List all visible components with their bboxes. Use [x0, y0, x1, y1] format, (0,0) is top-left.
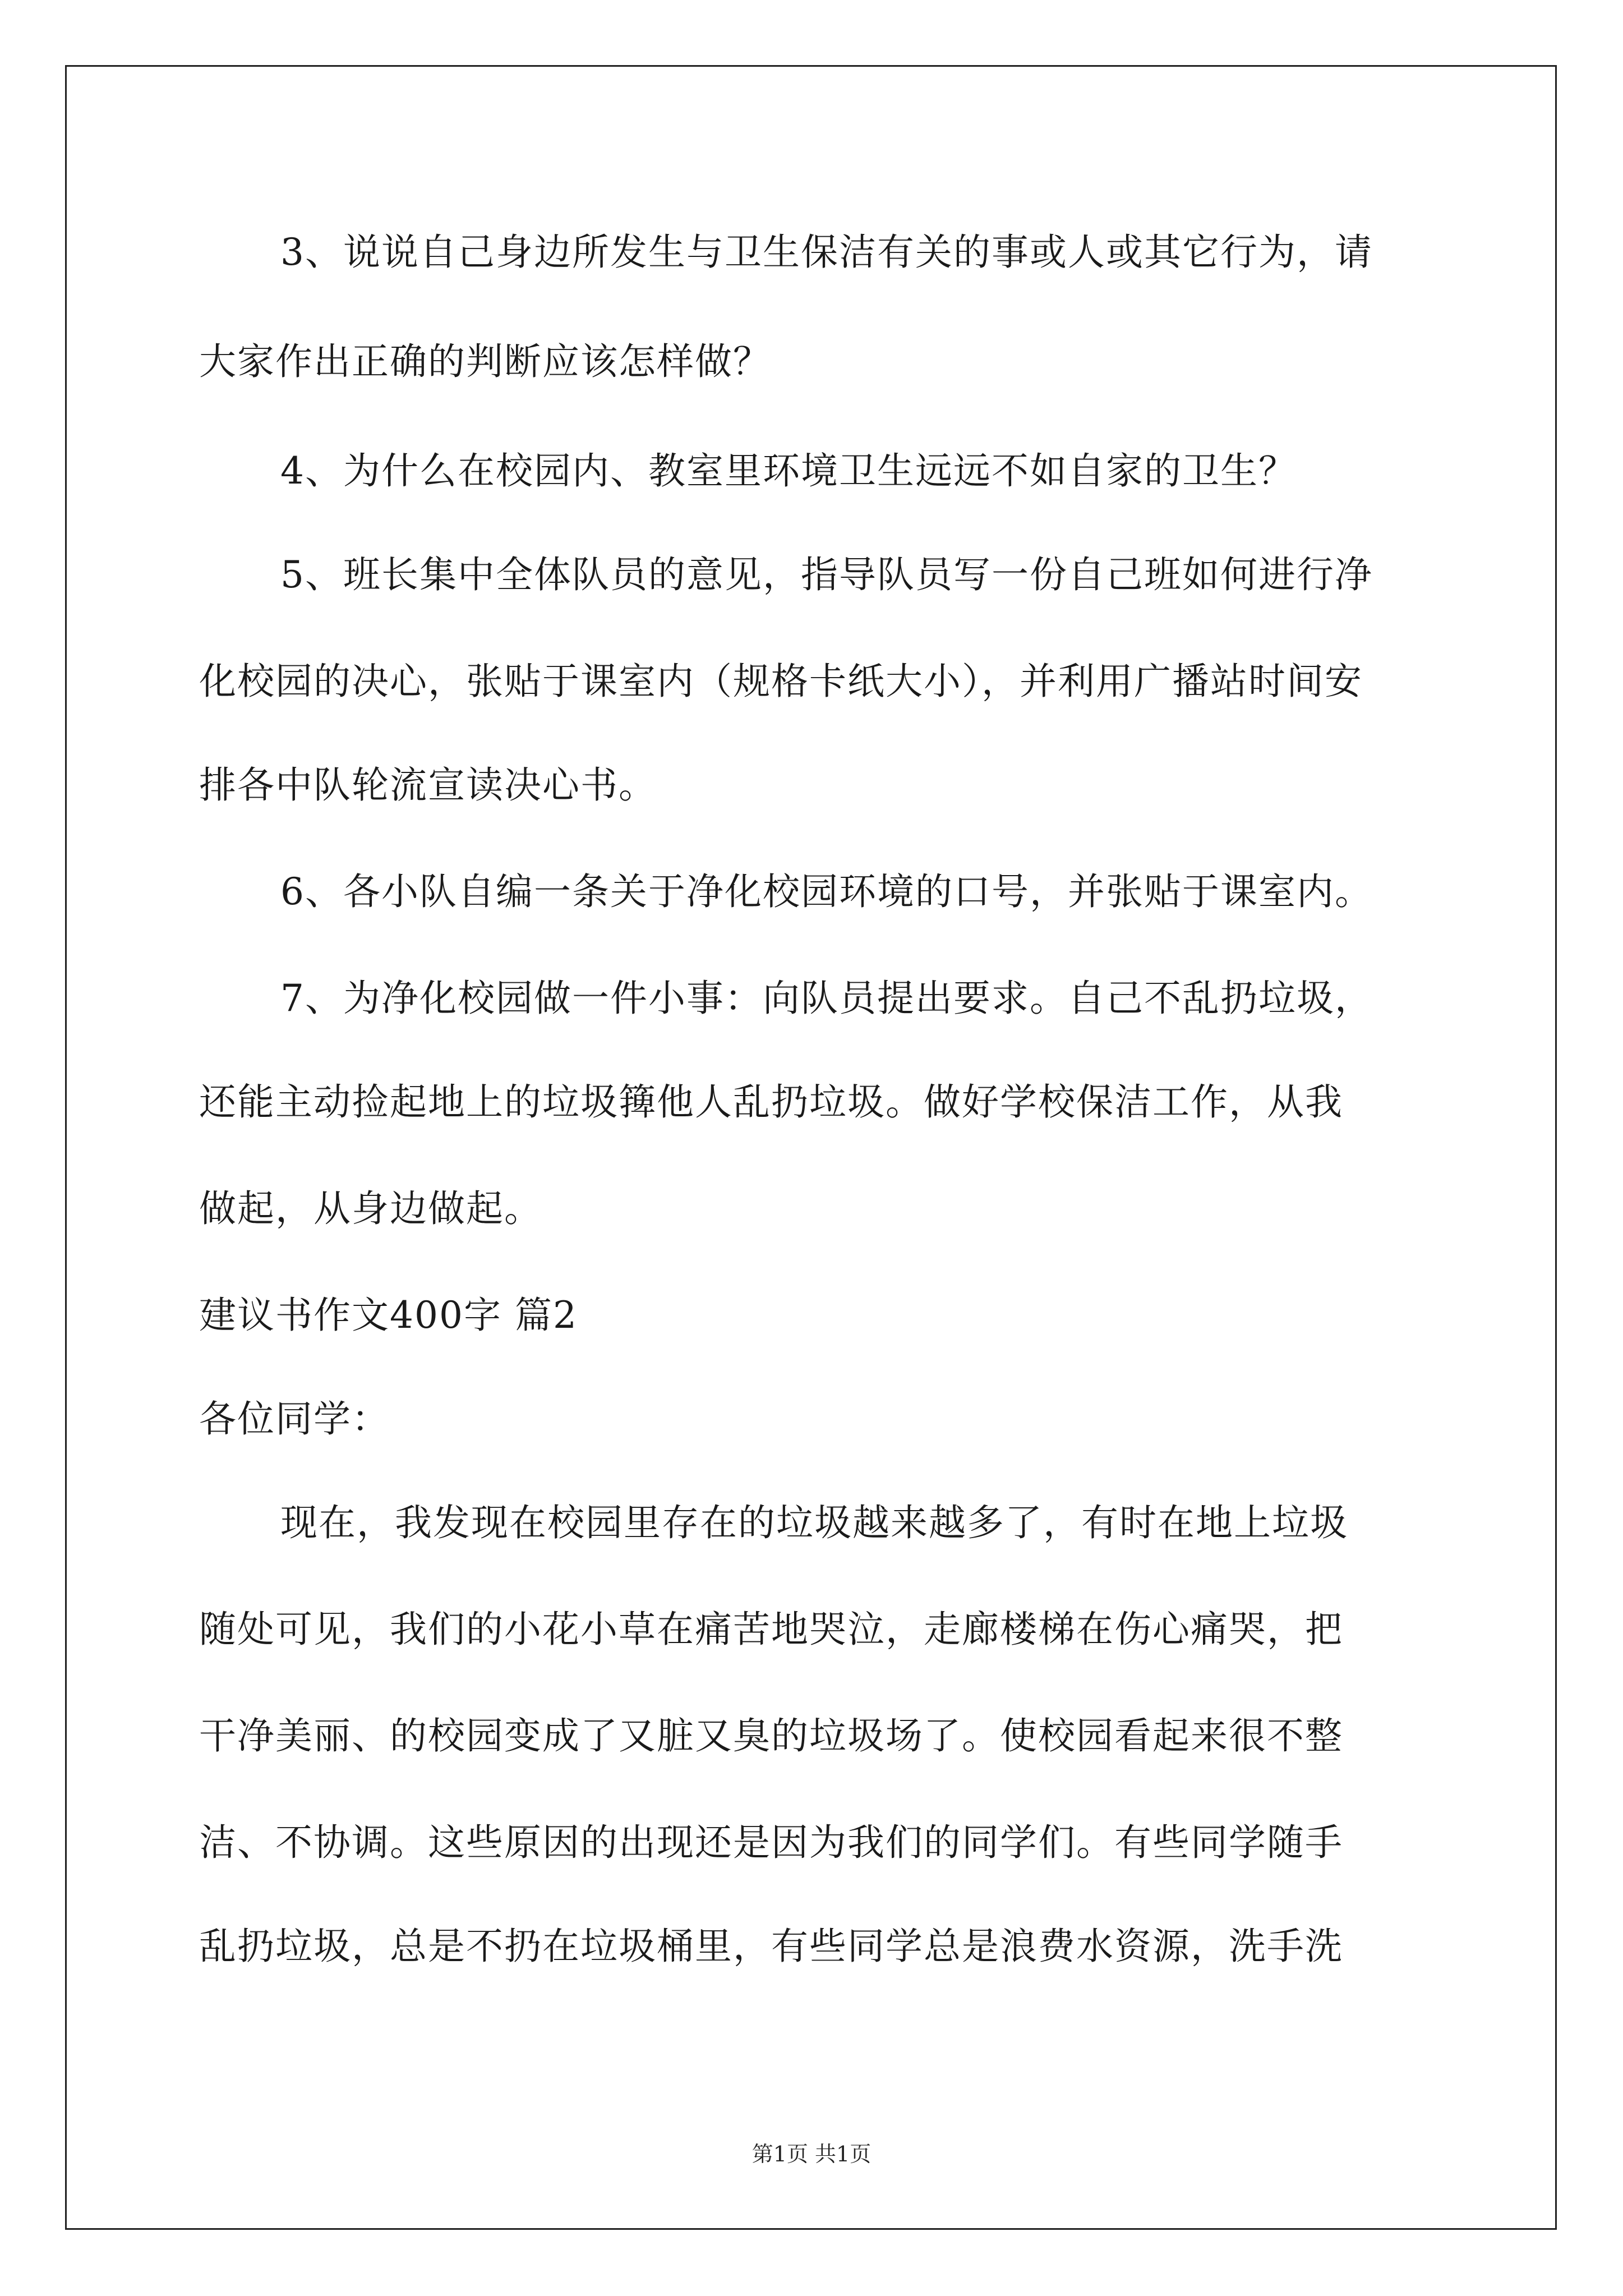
- paragraph-line: 3、说说自己身边所发生与卫生保洁有关的事或人或其它行为，请: [280, 231, 1373, 274]
- paragraph-line: 乱扔垃圾，总是不扔在垃圾桶里，有些同学总是浪费水资源，洗手洗: [199, 1925, 1343, 1968]
- paragraph-line: 还能主动捡起地上的垃圾篺他人乱扔垃圾。做好学校保洁工作，从我: [199, 1080, 1343, 1124]
- paragraph-line: 干净美丽、的校园变成了又脏又臭的垃圾场了。使校园看起来很不整: [199, 1714, 1343, 1757]
- paragraph-line: 7、为净化校园做一件小事：向队员提出要求。自己不乱扔垃圾，: [280, 977, 1373, 1020]
- salutation: 各位同学：: [199, 1397, 390, 1441]
- paragraph-line: 4、为什么在校园内、教室里环境卫生远远不如自家的卫生？: [280, 449, 1297, 493]
- paragraph-line: 随处可见，我们的小花小草在痛苦地哭泣，走廊楼梯在伤心痛哭，把: [199, 1608, 1343, 1651]
- paragraph-line: 排各中队轮流宣读决心书。: [199, 763, 657, 807]
- section-heading: 建议书作文400字 篇2: [199, 1294, 578, 1337]
- paragraph-line: 洁、不协调。这些原因的出现还是因为我们的同学们。有些同学随手: [199, 1821, 1343, 1864]
- paragraph-line: 大家作出正确的判断应该怎样做？: [199, 340, 771, 383]
- paragraph-line: 现在，我发现在校园里存在的垃圾越来越多了，有时在地上垃圾: [280, 1501, 1348, 1544]
- paragraph-line: 6、各小队自编一条关于净化校园环境的口号，并张贴于课室内。: [280, 870, 1373, 913]
- paragraph-line: 做起，从身边做起。: [199, 1187, 542, 1230]
- page-border: [65, 65, 1557, 2230]
- paragraph-line: 5、班长集中全体队员的意见，指导队员写一份自己班如何进行净: [280, 553, 1373, 596]
- page-footer: 第1页 共1页: [751, 2142, 872, 2166]
- paragraph-line: 化校园的决心，张贴于课室内（规格卡纸大小），并利用广播站时间安: [199, 660, 1363, 703]
